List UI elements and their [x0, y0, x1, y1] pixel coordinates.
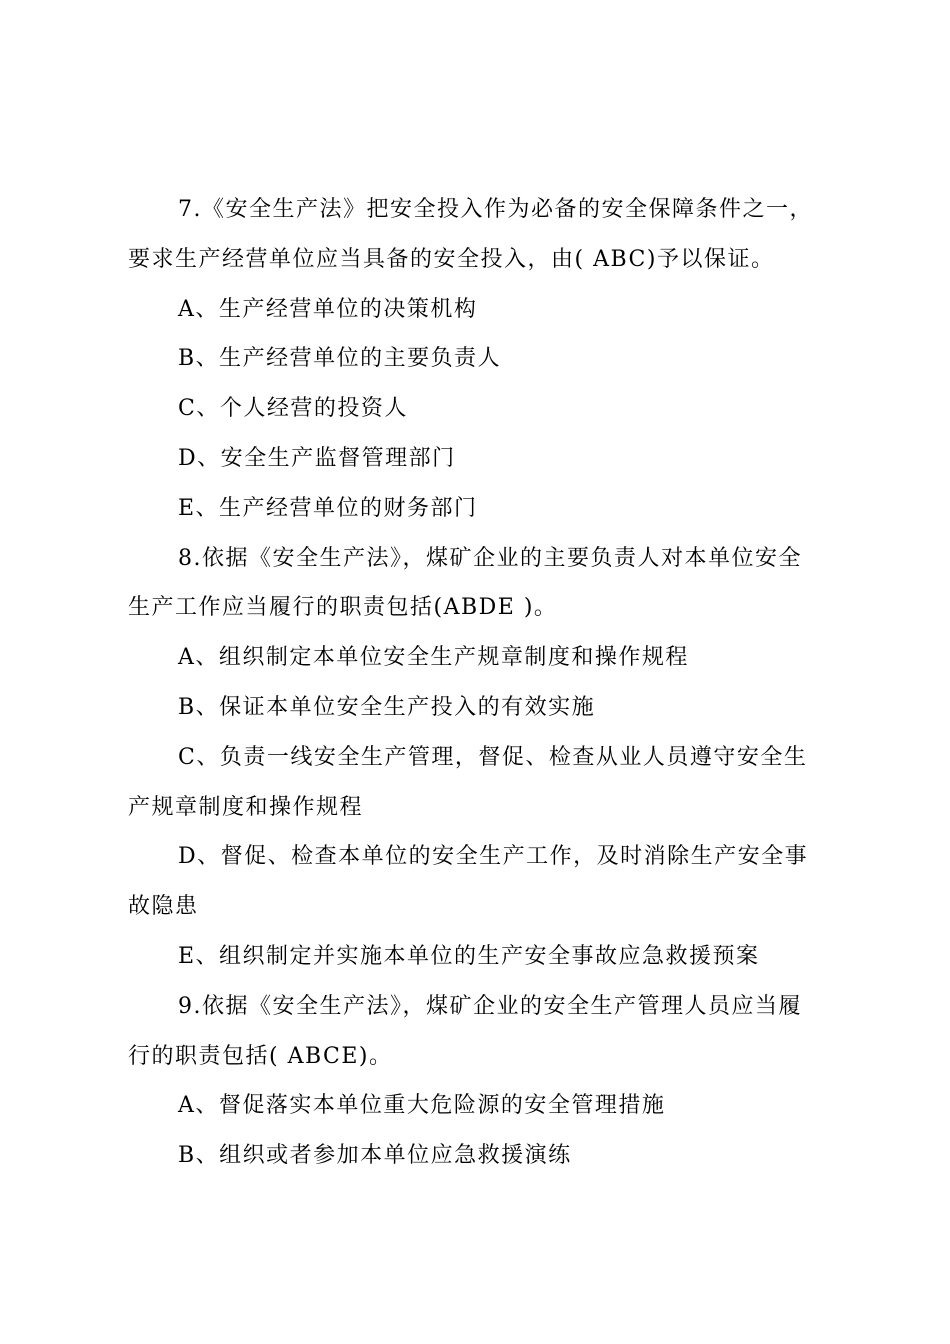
- question-7: [128, 185, 828, 534]
- option-a: A、督促落实本单位重大危险源的安全管理措施: [178, 1093, 666, 1119]
- option-b: B、保证本单位安全生产投入的有效实施: [178, 694, 596, 720]
- option-b: B、组织或者参加本单位应急救援演练: [178, 1143, 572, 1169]
- question-stem-line: 7.《安全生产法》把安全投入作为必备的安全保障条件之一，: [178, 197, 813, 222]
- question-stem-line: 9.依据《安全生产法》，煤矿企业的安全生产管理人员应当履: [178, 993, 802, 1019]
- document-page: [128, 185, 828, 1181]
- option-a: A、生产经营单位的决策机构: [178, 296, 478, 322]
- option-d: D、督促、检查本单位的安全生产工作，及时消除生产安全事: [178, 844, 809, 870]
- option-c: C、负责一线安全生产管理，督促、检查从业人员遵守安全生: [178, 744, 808, 770]
- option-a: A、组织制定本单位安全生产规章制度和操作规程: [178, 645, 689, 671]
- question-stem-line: 生产工作应当履行的职责包括(ABDE )。: [128, 595, 558, 621]
- option-e: E、组织制定并实施本单位的生产安全事故应急救援预案: [178, 943, 760, 969]
- question-stem-line: 8.依据《安全生产法》，煤矿企业的主要负责人对本单位安全: [178, 545, 802, 571]
- option-d-continuation: 故隐患: [128, 894, 199, 920]
- option-c: C、个人经营的投资人: [178, 396, 408, 422]
- question-9: [128, 982, 828, 1181]
- question-stem-line: 行的职责包括( ABCE)。: [128, 1043, 393, 1069]
- option-c-continuation: 产规章制度和操作规程: [128, 794, 364, 820]
- question-stem-line: 要求生产经营单位应当具备的安全投入，由( ABC)予以保证。: [128, 246, 775, 272]
- option-e: E、生产经营单位的财务部门: [178, 495, 478, 521]
- option-d: D、安全生产监督管理部门: [178, 445, 456, 471]
- option-b: B、生产经营单位的主要负责人: [178, 346, 502, 372]
- question-8: [128, 534, 828, 982]
